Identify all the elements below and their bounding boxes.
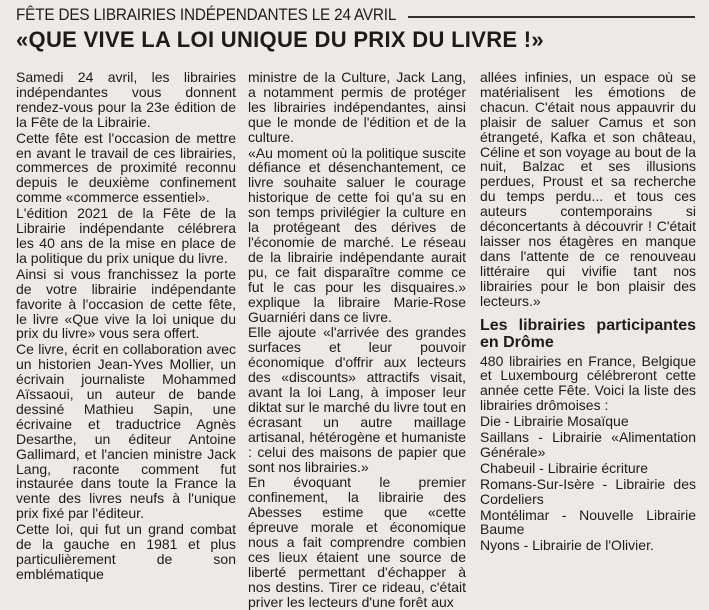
- column-3: [480, 70, 696, 553]
- column-2: [248, 70, 466, 610]
- paragraph: Elle ajoute «l'arrivée des grandes surfaces et leur pouvoir économique d'offrir aux lecteurs des «discounts» attractifs visait, avant la loi Lang, à imposer leur diktat sur le marché du livre tout en écrasant un autre maillage artisanal, hétérogène et humaniste : celui des maisons de papier que sont nos librairies.»: [248, 324, 466, 475]
- column-1: [16, 70, 236, 582]
- headline: «QUE VIVE LA LOI UNIQUE DU PRIX DU LIVRE !»: [16, 27, 544, 52]
- subhead: Les librairies participantes en Drôme: [480, 316, 696, 351]
- paragraph: Samedi 24 avril, les librairies indépendantes vous donnent rendez-vous pour la 23e édition de la Fête de la Librairie.: [16, 69, 236, 130]
- paragraph: allées infinies, un espace où se matérialisent les émotions de chacun. C'était nous appauvrir du plaisir de saluer Camus et son étrangeté, Kafka et son château, Céline et son voyage au bout de la nuit, Balzac et ses illusions perdues, Proust et sa recherche du temps perdu... et tous ces auteurs contemporains si déconcertants à découvrir ! C'était laisser nos étagères en manque dans l'attente de ce renouveau littéraire qui vivifie tant nos librairies pour le bon plaisir des lecteurs.»: [480, 69, 696, 309]
- shop-list-item: Saillans - Librairie «Alimentation Générale»: [480, 429, 696, 460]
- paragraph: En évoquant le premier confinement, la librairie des Abesses estime que «cette épreuve morale et économique nous a fait comprendre combien ces lieux étaient une source de liberté permettant d'échapper à nos destins. Tirer ce rideau, c'était priver les lecteurs d'une forêt aux: [248, 474, 466, 610]
- shop-list-item: Die - Librairie Mosaïque: [480, 413, 629, 430]
- paragraph: Ainsi si vous franchissez la porte de votre librairie indépendante favorite à l'occasion de cette fête, le livre «Que vive la loi unique du prix du livre» vous sera offert.: [16, 265, 236, 342]
- paragraph: Ce livre, écrit en collaboration avec un historien Jean-Yves Mollier, un écrivain journaliste Mohammed Aïssaoui, un auteur de bande dessiné Mathieu Sapin, une écrivaine et traductrice Agnès Desarthe, un éditeur Antoine Gallimard, et l'ancien ministre Jack Lang, raconte comment fut instaurée dans toute la France la vente des livres neufs à l'unique prix fixé par l'éditeur.: [16, 341, 236, 522]
- shop-list-item: Montélimar - Nouvelle Librairie Baume: [480, 506, 696, 538]
- paragraph: Cette loi, qui fut un grand combat de la gauche en 1981 et plus particulièrement de son emblématique: [16, 521, 236, 582]
- kicker: [16, 4, 695, 26]
- shop-list-item: Chabeuil - Librairie écriture: [480, 459, 649, 476]
- paragraph: «Au moment où la politique suscite défiance et désenchantement, ce livre souhaite saluer le courage historique de cette foi qu'a su en son temps privilégier la culture en la protégeant des dérives de l'économie de marché. Le réseau de la librairie indépendante aurait pu, ce fait disparaître comme ce fut le cas pour les disquaires.» explique la libraire Marie-Rose Guarniéri dans ce livre.: [248, 144, 466, 325]
- shop-list-item: Romans-Sur-Isère - Librairie des Cordeliers: [480, 475, 696, 507]
- shop-list-item: Nyons - Librairie de l'Olivier.: [480, 537, 654, 554]
- paragraph: Cette fête est l'occasion de mettre en avant le travail de ces librairies, commerces de proximité reconnu depuis le deuxième confinement comme «commerce essentiel».: [16, 129, 236, 206]
- kicker-text: FÊTE DES LIBRAIRIES INDÉPENDANTES LE 24 AVRIL: [16, 5, 397, 24]
- paragraph: L'édition 2021 de la Fête de la Librairie indépendante célébrera les 40 ans de la mise en place de la politique du prix unique du livre.: [16, 205, 236, 266]
- paragraph: ministre de la Culture, Jack Lang, a notamment permis de protéger les librairies indépendantes, ainsi que le monde de l'édition et de la culture.: [248, 69, 466, 145]
- paragraph-intro: 480 librairies en France, Belgique et Luxembourg célébreront cette année cette Fête. Voici la liste des librairies drômoises :: [480, 352, 696, 414]
- kicker-rule: [408, 16, 695, 18]
